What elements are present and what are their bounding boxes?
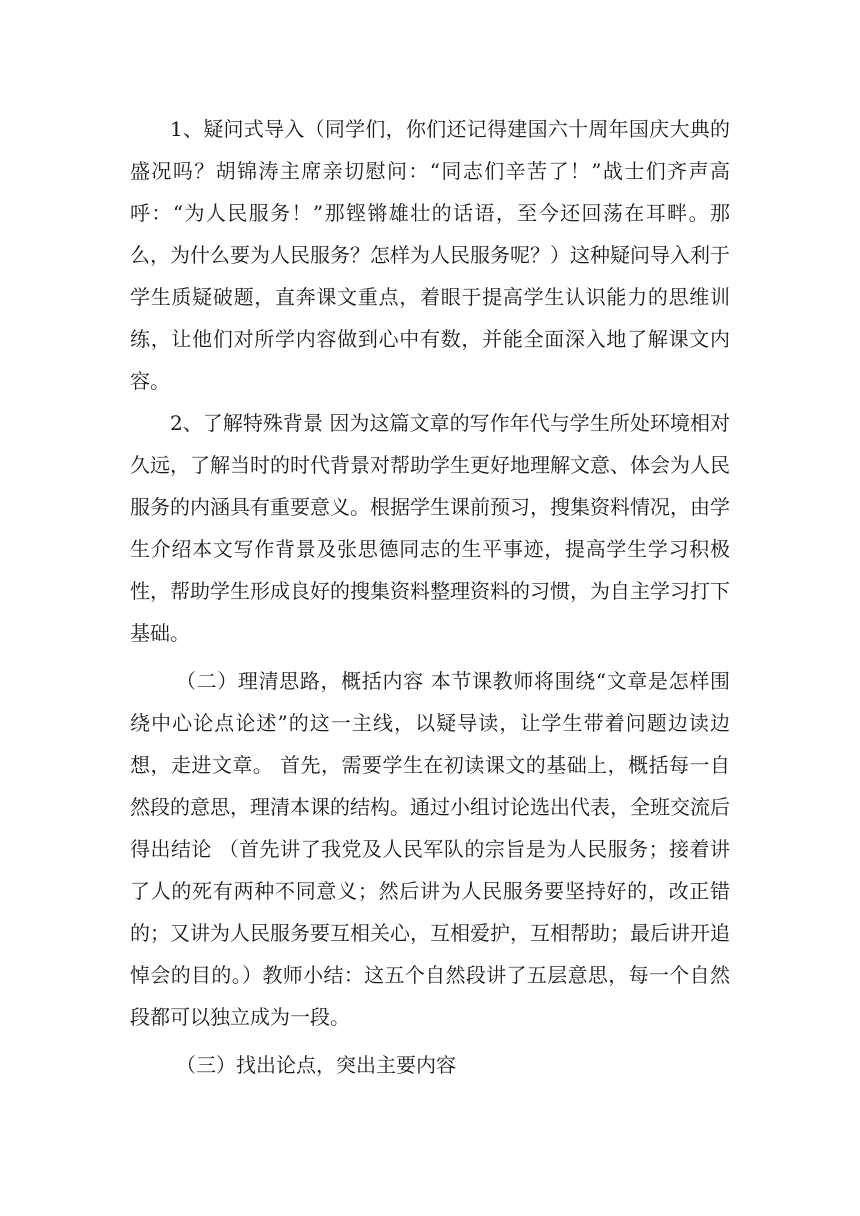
paragraph-question-intro: 1、疑问式导入（同学们，你们还记得建国六十周年国庆大典的盛况吗？胡锦涛主席亲切慰问：“同志们辛苦了！”战士们齐声高呼：“为人民服务！”那铿锵雄壮的话语，至今还回荡在耳畔。那么，为什么要为人民服务？怎样为人民服务呢？）这种疑问导入利于学生质疑破题，直奔课文重点，着眼于提高学生认识能力的思维训练，让他们对所学内容做到心中有数，并能全面深入地了解课文内容。: [130, 117, 730, 393]
paragraph-section-two: （二）理清思路，概括内容 本节课教师将围绕“文章是怎样围绕中心论点论述”的这一主线，以疑导读，让学生带着问题边读边想，走进文章。 首先，需要学生在初读课文的基础上，概括每一自然段的意思，理清本课的结构。通过小组讨论选出代表，全班交流后得出结论 （首先讲了我党及人民军队的宗旨是为人民服务；接着讲了人的死有两种不同意义；然后讲为人民服务要坚持好的，改正错的；又讲为人民服务要互相关心，互相爱护，互相帮助；最后讲开追悼会的目的。）教师小结：这五个自然段讲了五层意思，每一个自然段都可以独立成为一段。: [130, 669, 730, 1029]
paragraph-section-three-heading: （三）找出论点，突出主要内容: [176, 1053, 456, 1077]
paragraph-background: 2、了解特殊背景 因为这篇文章的写作年代与学生所处环境相对久远，了解当时的时代背景对帮助学生更好地理解文意、体会为人民服务的内涵具有重要意义。根据学生课前预习，搜集资料情况，由学生介绍本文写作背景及张思德同志的生平事迹，提高学生学习积极性，帮助学生形成良好的搜集资料整理资料的习惯，为自主学习打下基础。: [130, 411, 730, 645]
document-body: [130, 108, 730, 1086]
